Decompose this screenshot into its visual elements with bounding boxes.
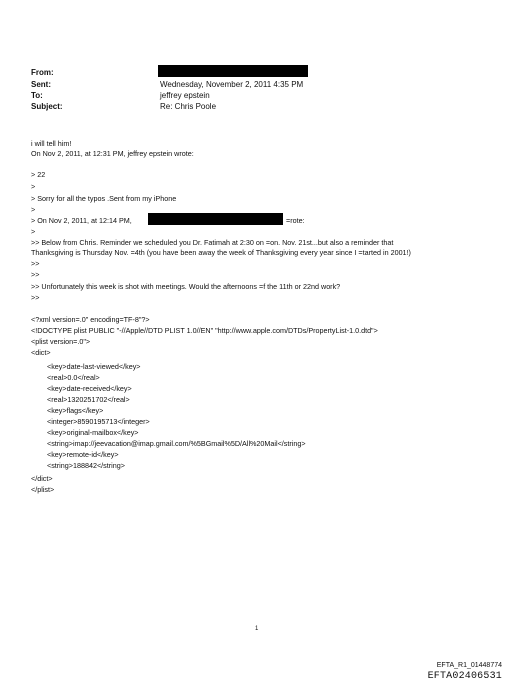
from-label: From: [31,68,54,77]
plist-line: <real>0.0</real> [47,373,100,382]
plist-line: </dict> [31,474,53,483]
subject-value: Re: Chris Poole [160,102,217,111]
body-line: > On Nov 2, 2011, at 12:14 PM, [31,216,132,225]
body-line: > [31,227,36,236]
plist-line: <key>date-received</key> [47,384,132,393]
plist-line: <integer>8590195713</integer> [47,417,150,426]
body-line: >> Unfortunately this week is shot with meetings. Would the afternoons =f the 11th or 22nd work? [31,282,341,291]
subject-label: Subject: [31,102,63,111]
body-line: >> [31,270,40,279]
body-line: >> Below from Chris. Reminder we scheduled you Dr. Fatimah at 2:30 on =on. Nov. 21st...but also a reminder that [31,238,394,247]
bates-number-small: EFTA_R1_01448774 [436,662,502,669]
plist-line: </plist> [31,485,55,494]
plist-line: <dict> [31,348,51,357]
plist-line: <key>original-mailbox</key> [47,428,139,437]
body-line: > 22 [31,170,46,179]
sent-value: Wednesday, November 2, 2011 4:35 PM [160,80,304,89]
body-line: On Nov 2, 2011, at 12:31 PM, jeffrey epstein wrote: [31,149,194,158]
bates-number-large: EFTA02406531 [427,671,502,682]
plist-line: <key>flags</key> [47,406,104,415]
plist-line: <key>date-last-viewed</key> [47,362,141,371]
plist-line: <?xml version=.0" encoding=TF-8"?> [31,315,150,324]
plist-line: <!DOCTYPE plist PUBLIC "-//Apple//DTD PLIST 1.0//EN" "http://www.apple.com/DTDs/PropertyList-1.0.dtd"> [31,326,378,335]
plist-line: <real>1320251702</real> [47,395,130,404]
body-line: > [31,205,36,214]
to-value: jeffrey epstein [160,91,210,100]
plist-line: <plist version=.0"> [31,337,91,346]
to-label: To: [31,91,43,100]
body-line: > Sorry for all the typos .Sent from my iPhone [31,194,177,203]
plist-line: <string>188842</string> [47,461,125,470]
sent-label: Sent: [31,80,51,89]
page-number: 1 [255,626,259,632]
plist-line: <string>imap://jeevacation@imap.gmail.com/%5BGmail%5D/All%20Mail</string> [47,439,306,448]
body-line: > [31,182,36,191]
body-line: >> [31,293,40,302]
body-line: i will tell him! [31,139,72,148]
body-line: >> [31,259,40,268]
redaction-from [158,65,308,77]
plist-line: <key>remote-id</key> [47,450,119,459]
body-line: Thanksgiving is Thursday Nov. =4th (you have been away the week of Thanksgiving every year since I =tarted in 2001!) [31,248,411,257]
redaction-sender [148,213,283,225]
body-line: =rote: [286,216,305,225]
